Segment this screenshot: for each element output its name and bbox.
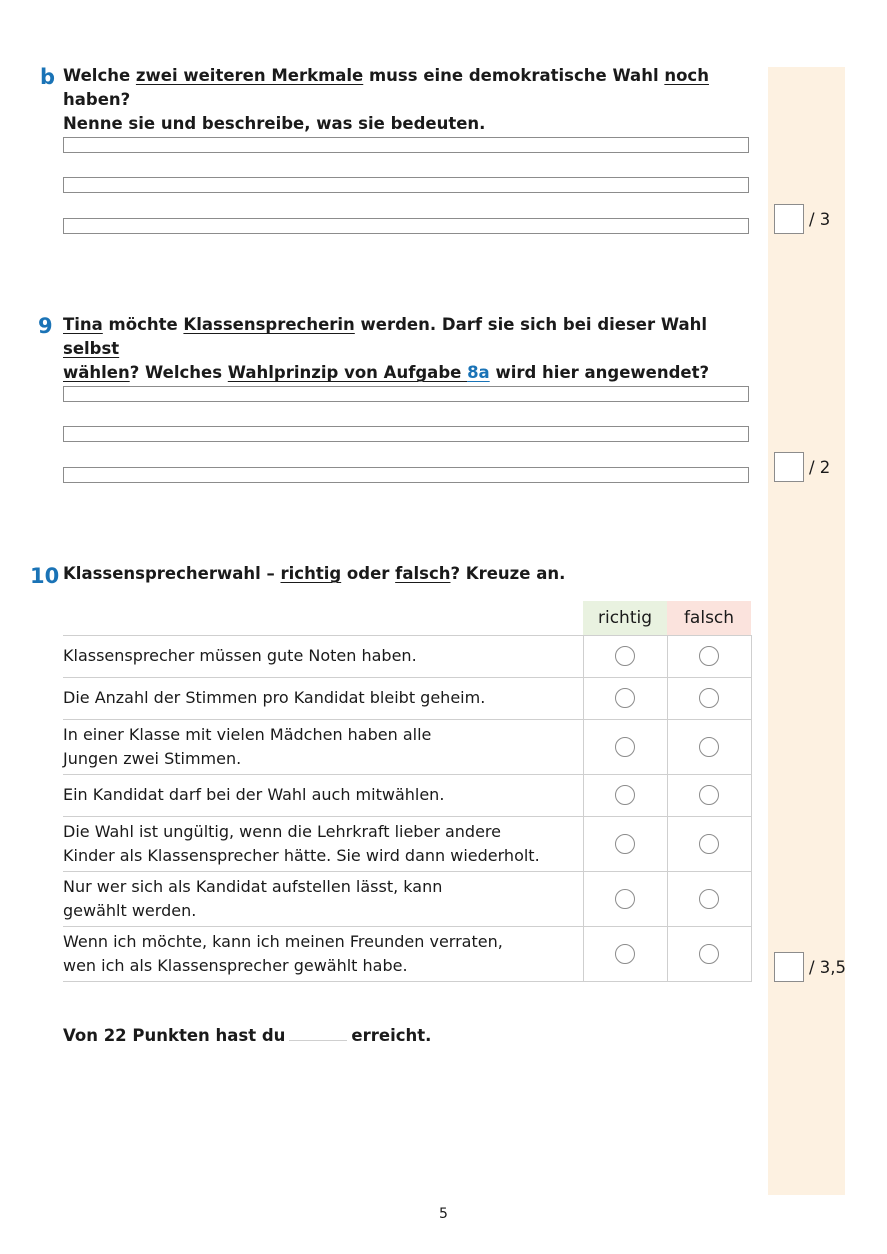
radio-falsch-6[interactable] bbox=[699, 889, 719, 909]
statement-cell: Nur wer sich als Kandidat aufstellen lässt, kann gewählt werden. bbox=[63, 871, 583, 926]
true-false-table bbox=[63, 601, 752, 982]
option-cell-richtig bbox=[583, 816, 667, 871]
table-row bbox=[63, 871, 751, 926]
table-corner bbox=[63, 601, 583, 635]
statement-cell: Die Wahl ist ungültig, wenn die Lehrkraft lieber andere Kinder als Klassensprecher hätte. Sie wird dann wiederholt. bbox=[63, 816, 583, 871]
column-header-richtig: richtig bbox=[583, 601, 667, 635]
radio-richtig-6[interactable] bbox=[615, 889, 635, 909]
table-row bbox=[63, 816, 751, 871]
radio-richtig-1[interactable] bbox=[615, 646, 635, 666]
option-cell-falsch bbox=[667, 871, 751, 926]
task-reference-8a[interactable]: 8a bbox=[467, 363, 490, 382]
score-box-8b[interactable] bbox=[774, 204, 804, 234]
statement-cell: In einer Klasse mit vielen Mädchen haben alle Jungen zwei Stimmen. bbox=[63, 719, 583, 774]
statement-cell: Die Anzahl der Stimmen pro Kandidat bleibt geheim. bbox=[63, 677, 583, 719]
option-cell-falsch bbox=[667, 926, 751, 981]
score-9 bbox=[774, 452, 830, 482]
radio-falsch-3[interactable] bbox=[699, 737, 719, 757]
points-input-field[interactable] bbox=[289, 1022, 347, 1041]
statement-cell: Klassensprecher müssen gute Noten haben. bbox=[63, 635, 583, 677]
answer-line-9-2[interactable] bbox=[63, 426, 749, 442]
question-9-text: Tina möchte Klassensprecherin werden. Darf sie sich bei dieser Wahl selbst wählen? Welches Wahlprinzip von Aufgabe 8a wird hier angewendet? bbox=[63, 315, 710, 382]
option-cell-richtig bbox=[583, 635, 667, 677]
answer-line-8b-1[interactable] bbox=[63, 137, 749, 153]
table-row bbox=[63, 926, 751, 981]
summary-text-after: erreicht. bbox=[351, 1026, 432, 1045]
statement-cell: Ein Kandidat darf bei der Wahl auch mitwählen. bbox=[63, 774, 583, 816]
column-header-falsch: falsch bbox=[667, 601, 751, 635]
score-box-9[interactable] bbox=[774, 452, 804, 482]
question-8b-text: Welche zwei weiteren Merkmale muss eine demokratische Wahl noch haben? Nenne sie und beschreibe, was sie bedeuten. bbox=[63, 66, 709, 133]
score-8b-max: / 3 bbox=[809, 209, 831, 229]
page-number: 5 bbox=[439, 1206, 448, 1222]
score-8b bbox=[774, 204, 830, 234]
option-cell-richtig bbox=[583, 677, 667, 719]
answer-line-9-3[interactable] bbox=[63, 467, 749, 483]
option-cell-falsch bbox=[667, 635, 751, 677]
question-10-label: 10 bbox=[30, 564, 60, 588]
radio-richtig-2[interactable] bbox=[615, 688, 635, 708]
option-cell-falsch bbox=[667, 677, 751, 719]
option-cell-falsch bbox=[667, 719, 751, 774]
table-row bbox=[63, 635, 751, 677]
radio-falsch-4[interactable] bbox=[699, 785, 719, 805]
answer-line-8b-3[interactable] bbox=[63, 218, 749, 234]
radio-falsch-5[interactable] bbox=[699, 834, 719, 854]
radio-richtig-3[interactable] bbox=[615, 737, 635, 757]
points-summary bbox=[63, 1022, 431, 1045]
table-row bbox=[63, 774, 751, 816]
summary-text-before: Von 22 Punkten hast du bbox=[63, 1026, 286, 1045]
option-cell-richtig bbox=[583, 719, 667, 774]
question-10-text: Klassensprecherwahl – richtig oder falsch? Kreuze an. bbox=[63, 564, 566, 583]
answer-line-8b-2[interactable] bbox=[63, 177, 749, 193]
radio-falsch-1[interactable] bbox=[699, 646, 719, 666]
option-cell-falsch bbox=[667, 816, 751, 871]
option-cell-richtig bbox=[583, 871, 667, 926]
radio-richtig-7[interactable] bbox=[615, 944, 635, 964]
option-cell-richtig bbox=[583, 774, 667, 816]
question-8b-label: b bbox=[40, 65, 56, 89]
question-9-label: 9 bbox=[38, 314, 53, 338]
statement-cell: Wenn ich möchte, kann ich meinen Freunden verraten, wen ich als Klassensprecher gewählt habe. bbox=[63, 926, 583, 981]
radio-richtig-4[interactable] bbox=[615, 785, 635, 805]
score-10-max: / 3,5 bbox=[809, 957, 847, 977]
answer-line-9-1[interactable] bbox=[63, 386, 749, 402]
option-cell-richtig bbox=[583, 926, 667, 981]
table-row bbox=[63, 719, 751, 774]
score-sidebar bbox=[768, 67, 845, 1195]
table-row bbox=[63, 677, 751, 719]
radio-falsch-2[interactable] bbox=[699, 688, 719, 708]
radio-richtig-5[interactable] bbox=[615, 834, 635, 854]
score-box-10[interactable] bbox=[774, 952, 804, 982]
score-10 bbox=[774, 952, 846, 982]
score-9-max: / 2 bbox=[809, 457, 831, 477]
option-cell-falsch bbox=[667, 774, 751, 816]
radio-falsch-7[interactable] bbox=[699, 944, 719, 964]
